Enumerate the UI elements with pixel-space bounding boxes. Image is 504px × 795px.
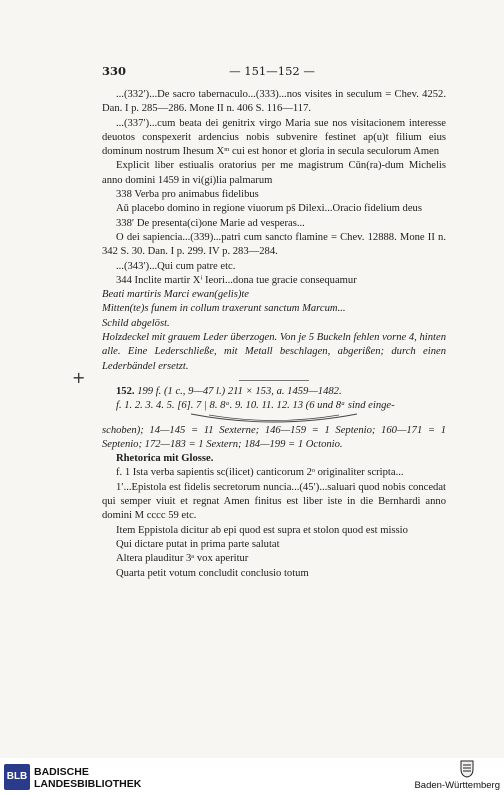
- paragraph: Holzdeckel mit grauem Leder überzogen. Von je 5 Buckeln fehlen vorne 4, hinten alle. Eine Lederschließe, mit Metall beschlagen, abgerißen; durch einen Lederbändel ersetzt.: [102, 332, 446, 372]
- paragraph: Beati martiris Marci ewan(gelis)te: [102, 289, 250, 301]
- paragraph: 338 Verba pro animabus fidelibus: [116, 189, 259, 201]
- page-number: 330: [102, 64, 127, 78]
- footer-bar: [0, 758, 504, 795]
- catalog-entry: [102, 385, 446, 581]
- running-head: [102, 64, 442, 80]
- paragraph: ...(332′)...De sacro tabernaculo...(333)...nos visites in seculum = Chev. 4252. Dan. I p. 285—286. Mone II n. 406 S. 116—117.: [102, 89, 446, 115]
- section-divider: [239, 380, 309, 381]
- entry-line: Quarta petit votum concludit conclusio totum: [116, 567, 309, 579]
- library-name-line2: LANDESBIBLIOTHEK: [34, 778, 142, 790]
- entry-line: Altera plauditur 3ᵃ vox aperitur: [116, 553, 249, 565]
- entry-description: 199 f. (1 c., 9—47 l.) 211 × 153, a. 1459—1482.: [137, 385, 342, 397]
- entry-collation: f. 1. 2. 3. 4. 5. [6]. 7 | 8. 8ᵃ. 9. 10. 11. 12. 13 (6 und 8ᵃ sind einge-: [116, 400, 395, 412]
- paragraph: 344 Inclite martir Xⁱ Ieori...dona tue gracie consequamur: [116, 274, 357, 286]
- coat-of-arms-icon: [460, 760, 474, 778]
- entry-line: Item Eppistola dicitur ab epi quod est supra et stolon quod est missio: [116, 524, 408, 536]
- paragraph: 338′ De presenta(ci)one Marie ad vesperas...: [116, 217, 305, 229]
- library-name: [34, 766, 141, 790]
- entry-line: 1′...Epistola est fidelis secretorum nuncia...(45′)...saluari quod nobis concedat qui semper viuit et regnat Amen finitus est liber iste in die Bernhardi anno domini M cccc 59 etc.: [102, 481, 446, 522]
- paragraph: Schild abgelöst.: [102, 317, 170, 329]
- entry-collation-continued: schoben); 14—145 = 11 Sexterne; 146—159 = 1 Septenio; 160—171 = 1 Septenio; 172—183 = 1 Sextern; 184—199 = 1 Octonio.: [102, 424, 446, 450]
- blb-logo: BLB: [4, 764, 30, 790]
- entry-line: f. 1 Ista verba sapientis sc(ilicet) canticorum 2ᵒ originaliter scripta...: [116, 467, 404, 479]
- entry-range: — 151—152 —: [229, 64, 315, 78]
- paragraph: O dei sapiencia...(339)...patri cum sancto flamine = Chev. 12888. Mone II n. 342 S. 30. Dan. I p. 299. IV p. 283—284.: [102, 231, 446, 258]
- state-name: Baden-Württemberg: [414, 780, 500, 791]
- page-body: [102, 88, 446, 581]
- paragraph: ...(337′)...cum beata dei genitrix virgo Maria sue nos visitacionem interesse deuotos conspexerit ardencius nobis subvenire festinet ap(u)t filium eius dominum nostrum Ihesum Xᵐ cui est honor et gloria in secula seculorum Amen: [102, 117, 446, 158]
- paragraph: Explicit liber estiualis oratorius per me magistrum Cūn(ra)-dum Michelis anno domini 1459 in vi(gi)lia palmarum: [102, 160, 446, 186]
- entry-number: 152.: [116, 385, 135, 397]
- library-name-line1: BADISCHE: [34, 766, 89, 778]
- margin-plus-mark: +: [72, 368, 86, 387]
- paragraph: Mitten(te)s funem in collum traxerunt sanctum Marcum...: [102, 303, 346, 315]
- paragraph: Aū placebo domino in regione viuorum ps̄ Dilexi...Oracio fidelium deus: [116, 203, 422, 215]
- entry-title: Rhetorica mit Glosse.: [116, 453, 214, 465]
- paragraph: ...(343′)...Qui cum patre etc.: [116, 260, 236, 272]
- entry-line: Qui dictare putat in prima parte salutat: [116, 538, 280, 550]
